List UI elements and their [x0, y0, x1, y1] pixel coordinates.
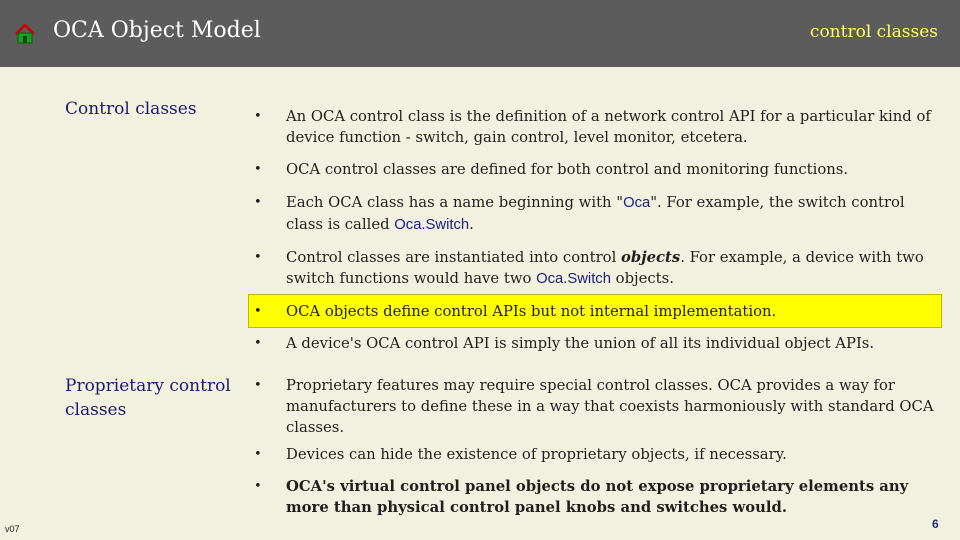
section-label-proprietary: Proprietary control classes: [65, 376, 231, 420]
bullet-text-part: Control classes are instantiated into control: [286, 249, 622, 266]
bullet-text-part: .: [469, 216, 474, 233]
page-title: OCA Object Model: [53, 18, 261, 43]
emphasis-objects: objects: [621, 249, 681, 266]
bullet-text: OCA objects define control APIs but not internal implementation.: [286, 303, 777, 320]
bullet-text: A device's OCA control API is simply the union of all its individual object APIs.: [286, 335, 875, 352]
bullet-dot: •: [254, 447, 262, 462]
class-name-code: Oca.Switch: [536, 271, 611, 287]
bullet-text: Devices can hide the existence of proprietary objects, if necessary.: [286, 446, 787, 463]
bullet-text-part: Each OCA class has a name beginning with ": [286, 194, 624, 211]
bullet-dot: •: [254, 336, 262, 351]
bullet-dot: •: [254, 109, 262, 124]
bullet-text: [286, 247, 936, 290]
class-name-code: Oca.Switch: [394, 217, 470, 233]
bullet-dot: •: [254, 479, 262, 494]
section-title: control classes: [809, 22, 938, 42]
bullet-dot: •: [254, 195, 262, 210]
bullet-text-part: objects.: [610, 270, 674, 287]
version-label: v07: [5, 524, 20, 534]
bullet-text: Proprietary features may require special control classes. OCA provides a way for manufacturers to define these in a way that coexists harmoniously with standard OCA classes.: [286, 377, 934, 436]
bullet-dot: •: [254, 162, 262, 177]
bullet-text: OCA's virtual control panel objects do not expose proprietary elements any more than physical control panel knobs and switches would.: [286, 478, 909, 516]
home-icon[interactable]: [14, 23, 36, 45]
bullet-text-part: . For example, a device with two switch functions would have two: [286, 249, 924, 287]
section-label-control-classes: Control classes: [65, 99, 197, 119]
bullet-text: An OCA control class is the definition of a network control API for a particular kind of device function - switch, gain control, level monitor, etcetera.: [286, 108, 931, 146]
bullet-text-part: ". For example, the switch control class is called: [286, 194, 905, 233]
bullet-dot: •: [254, 304, 262, 319]
bullet-dot: •: [254, 250, 262, 265]
page-number: 6: [932, 517, 939, 531]
bullet-text: [286, 192, 936, 236]
class-name-code: Oca: [623, 195, 651, 211]
bullet-dot: •: [254, 378, 262, 393]
header-bar: [0, 0, 960, 67]
bullet-text: OCA control classes are defined for both control and monitoring functions.: [286, 161, 849, 178]
